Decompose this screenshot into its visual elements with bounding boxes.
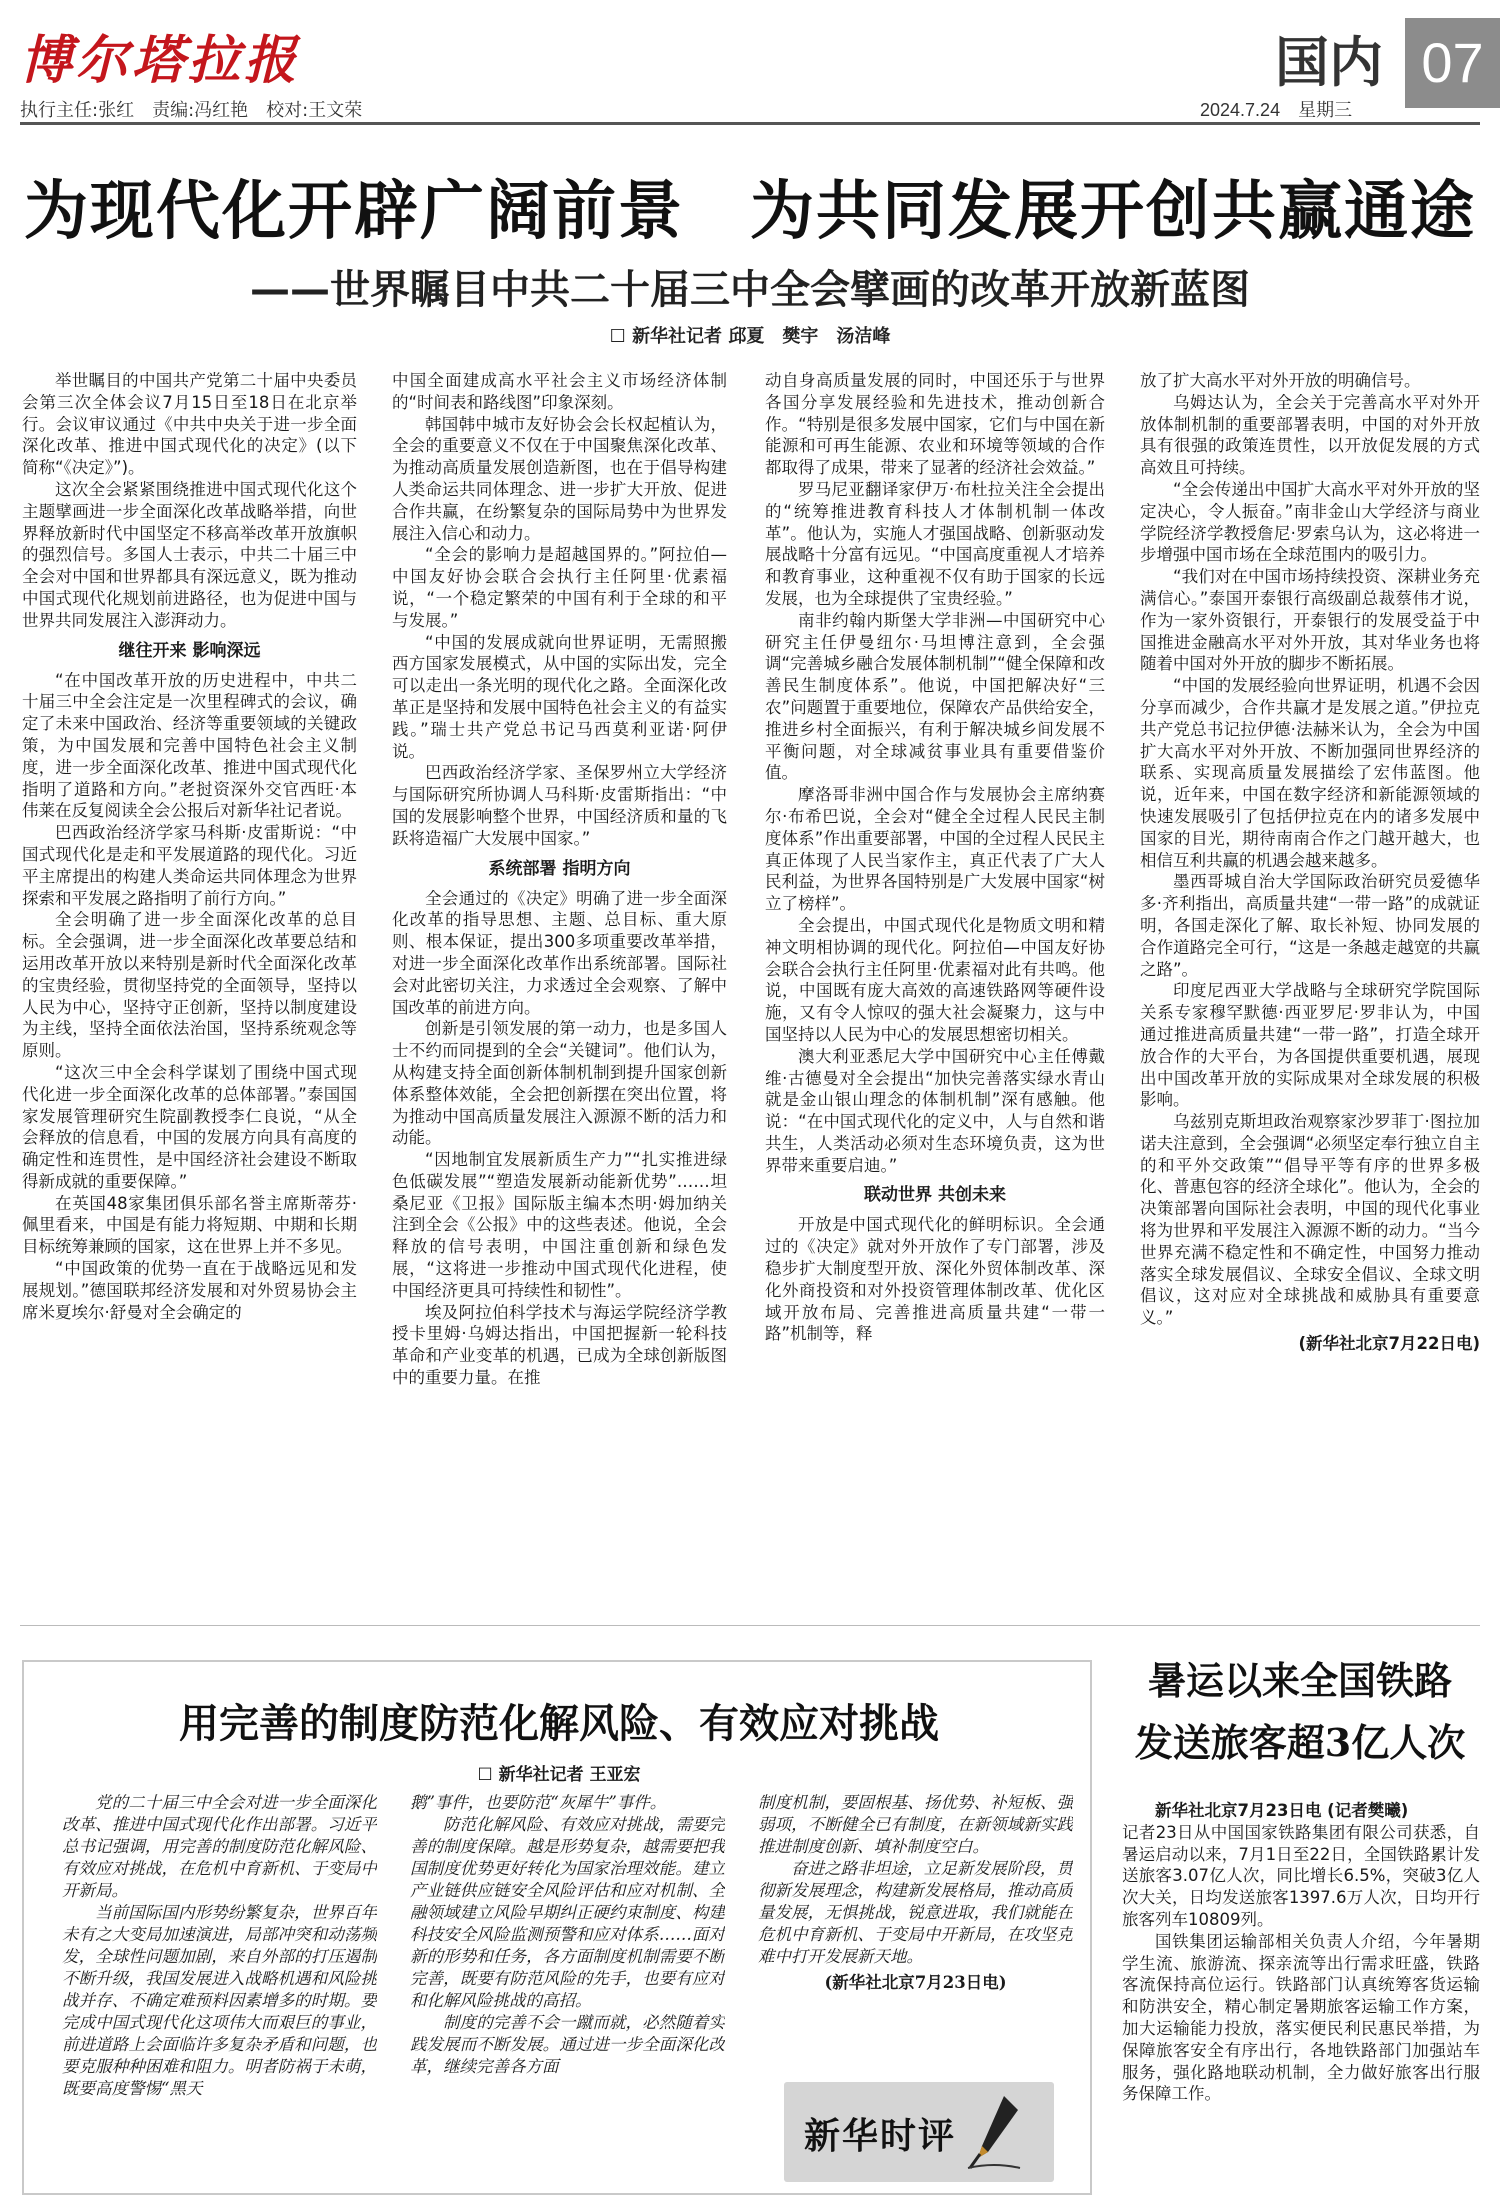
paragraph: 墨西哥城自治大学国际政治研究员爱德华多·齐利指出，高质量共建“一带一路”的成就证明，各国走深化了解、取长补短、协同发展的合作道路完全可行，“这是一条越走越宽的共赢之路”。	[1140, 872, 1480, 979]
byline-box-icon: ☐	[477, 1765, 499, 1785]
paragraph: 印度尼西亚大学战略与全球研究学院国际关系专家穆罕默德·西亚罗尼·罗非认为，中国通过推进高质量共建“一带一路”，打造全球开放合作的大平台，为各国提供重要机遇，展现出中国改革开放的实际成果对全球发展的积极影响。	[1140, 981, 1480, 1110]
paragraph: 埃及阿拉伯科学技术与海运学院经济学教授卡里姆·乌姆达指出，中国把握新一轮科技革命和产业变革的机遇，已成为全球创新版图中的重要力量。在推	[392, 1302, 727, 1388]
article-column-3	[765, 370, 1105, 1615]
rail-headline	[1120, 1650, 1480, 1774]
paragraph: 创新是引领发展的第一动力，也是多国人士不约而同提到的全会“关键词”。他们认为，从构建支持全面创新体制机制到提升国家创新体系整体效能，全会把创新摆在突出位置，将为推动中国高质量发展注入源源不断的活力和动能。	[392, 1019, 727, 1148]
paragraph: 放了扩大高水平对外开放的明确信号。	[1140, 371, 1421, 390]
commentary-dateline: (新华社北京7月23日电)	[824, 1973, 1007, 1992]
paragraph: 动自身高质量发展的同时，中国还乐于与世界各国分享发展经验和先进技术，推动创新合作。“特别是很多发展中国家，它们与中国在新能源和可再生能源、农业和环境等领域的合作都取得了成果，带来了显著的经济社会效益。”	[765, 371, 1105, 478]
newspaper-logo: 博尔塔拉报	[20, 30, 301, 91]
paragraph: 举世瞩目的中国共产党第二十届中央委员会第三次全体会议7月15日至18日在北京举行。会议审议通过《中共中央关于进一步全面深化改革、推进中国式现代化的决定》(以下简称“《决定》”)。	[22, 371, 357, 478]
page-number: 07	[1405, 18, 1500, 108]
commentary-title: 用完善的制度防范化解风险、有效应对挑战	[179, 1700, 939, 1747]
paragraph: 中国全面建成高水平社会主义市场经济体制的“时间表和路线图”印象深刻。	[392, 371, 727, 412]
paragraph: 全会通过的《决定》明确了进一步全面深化改革的指导思想、主题、总目标、重大原则、根本保证，提出300多项重要改革举措，对进一步全面深化改革作出系统部署。国际社会对此密切关注，力求透过全会观察、了解中国改革的前进方向。	[392, 888, 727, 1017]
paragraph: 国铁集团运输部相关负责人介绍，今年暑期学生流、旅游流、探亲流等出行需求旺盛，铁路客流保持高位运行。铁路部门认真统筹客货运输和防洪安全，精心制定暑期旅客运输工作方案，加大运输能力投放，落实便民利民惠民举措，为保障旅客安全有序出行，各地铁路部门加强站车服务，强化路地联动机制，全力做好旅客出行服务保障工作。	[1122, 1931, 1480, 2104]
paragraph: 奋进之路非坦途，立足新发展阶段，贯彻新发展理念，构建新发展格局，推动高质量发展，无惧挑战，锐意进取，我们就能在危机中育新机、于变局中开新局，在攻坚克难中打开发展新天地。	[758, 1859, 1073, 1966]
paragraph: 防范化解风险、有效应对挑战，需要完善的制度保障。越是形势复杂，越需要把我国制度优势更好转化为国家治理效能。建立产业链供应链安全风险评估和应对机制、全融领域建立风险早期纠正硬约束制度、构建科技安全风险监测预警和应对体系……面对新的形势和任务，各方面制度机制需要不断完善，既要有防范风险的先手，也要有应对和化解风险挑战的高招。	[410, 1815, 725, 2010]
paragraph: 澳大利亚悉尼大学中国研究中心主任傅戴维·古德曼对全会提出“加快完善落实绿水青山就是金山银山理念的体制机制”深有感触。他说：“在中国式现代化的定义中，人与自然和谐共生，人类活动必须对生态环境负责，这为世界带来重要启迪。”	[765, 1046, 1105, 1175]
rail-lead: 新华社北京7月23日电 (记者樊曦)	[1155, 1801, 1409, 1820]
section-heading: 继往开来 影响深远	[118, 640, 261, 661]
paragraph: “因地制宜发展新质生产力”“扎实推进绿色低碳发展”“塑造发展新动能新优势”……坦桑尼亚《卫报》国际版主编本杰明·姆加纳关注到全会《公报》中的这些表述。他说，全会释放的信号表明，中国注重创新和绿色发展，“这将进一步推动中国式现代化进程，使中国经济更具可持续性和韧性”。	[392, 1150, 727, 1300]
paragraph: “在中国改革开放的历史进程中，中共二十届三中全会注定是一次里程碑式的会议，确定了未来中国政治、经济等重要领域的关键政策，为中国发展和完善中国特色社会主义制度，进一步全面深化改革、推进中国式现代化指明了道路和方向。”老挝资深外交官西旺·本伟莱在反复阅读全会公报后对新华社记者说。	[22, 670, 357, 821]
paragraph: 制度的完善不会一蹴而就，必然随着实践发展而不断发展。通过进一步全面深化改革，继续完善各方面	[410, 2013, 725, 2076]
rail-article	[1122, 1800, 1480, 2195]
paragraph: 记者23日从中国国家铁路集团有限公司获悉，自暑运启动以来，7月1日至22日，全国铁路累计发送旅客3.07亿人次，同比增长6.5%，突破3亿人次大关，日均发送旅客1397.6万人次，日均开行旅客列车10809列。	[1122, 1822, 1480, 1929]
paragraph: 韩国韩中城市友好协会会长权起植认为，全会的重要意义不仅在于中国聚焦深化改革、为推动高质量发展创造新图，也在于倡导构建人类命运共同体理念、进一步扩大开放、促进合作共赢，在纷繁复杂的国际局势中为世界发展注入信心和动力。	[392, 414, 727, 543]
paragraph: “中国的发展经验向世界证明，机遇不会因分享而减少，合作共赢才是发展之道。”伊拉克共产党总书记拉伊德·法赫米认为，全会为中国扩大高水平对外开放、不断加强同世界经济的联系、实现高质量发展描绘了宏伟蓝图。他说，近年来，中国在数字经济和新能源领域的快速发展吸引了包括伊拉克在内的诸多发展中国家的目光，期待南南合作之门越开越大，也相信互利共赢的机遇会越来越多。	[1140, 676, 1480, 870]
paragraph: 南非约翰内斯堡大学非洲—中国研究中心研究主任伊曼纽尔·马坦博注意到，全会强调“完善城乡融合发展体制机制”“健全保障和改善民生制度体系”。他说，中国把解决好“三农”问题置于重要地位，保障农产品供给安全，推进乡村全面振兴，有利于解决城乡间发展不平衡问题，对全球减贫事业具有重要借鉴价值。	[765, 610, 1105, 783]
editor-credits: 执行主任:张红 责编:冯红艳 校对:王文荣	[20, 100, 363, 121]
paragraph: 这次全会紧紧围绕推进中国式现代化这个主题擘画进一步全面深化改革战略举措，向世界释放新时代中国坚定不移高举改革开放旗帜的强烈信号。多国人士表示，中共二十届三中全会对中国和世界都具有深远意义，既为推动中国式现代化规划前进路径，也为促进中国与世界共同发展注入澎湃动力。	[22, 479, 357, 630]
paragraph: 党的二十届三中全会对进一步全面深化改革、推进中国式现代化作出部署。习近平总书记强调，用完善的制度防范化解风险、有效应对挑战，在危机中育新机、于变局中开新局。	[62, 1793, 377, 1900]
paragraph: 乌姆达认为，全会关于完善高水平对外开放体制机制的重要部署表明，中国的对外开放具有很强的政策连贯性，以开放促发展的方式高效且可持续。	[1140, 392, 1480, 478]
xinhua-commentary-stamp	[784, 2082, 1054, 2182]
paragraph: 鹅”事件，也要防范“灰犀牛”事件。	[410, 1793, 667, 1812]
rail-headline-line2: 发送旅客超3亿人次	[1134, 1720, 1466, 1765]
paragraph: 乌兹别克斯坦政治观察家沙罗菲丁·图拉加诺夫注意到，全会强调“必须坚定奉行独立自主的和平外交政策”“倡导平等有序的世界多极化、普惠包容的经济全球化”。他认为，全会的决策部署向国际社会表明，中国的现代化事业将为世界和平发展注入源源不断的动力。“当今世界充满不稳定性和不确定性，中国努力推动落实全球发展倡议、全球安全倡议、全球文明倡议，这对应对全球挑战和威胁具有重要意义。”	[1140, 1112, 1480, 1328]
commentary-column-2	[410, 1792, 725, 2182]
paragraph: “我们对在中国市场持续投资、深耕业务充满信心。”泰国开泰银行高级副总裁蔡伟才说，作为一家外资银行，开泰银行的发展受益于中国推进金融高水平对外开放，其对华业务也将随着中国对外开放的脚步不断拓展。	[1140, 567, 1480, 674]
paragraph: 在英国48家集团俱乐部名誉主席斯蒂芬·佩里看来，中国是有能力将短期、中期和长期目标统筹兼顾的国家，这在世界上并不多见。	[22, 1193, 357, 1257]
paragraph: 巴西政治经济学家、圣保罗州立大学经济与国际研究所协调人马科斯·皮雷斯指出：“中国的发展影响整个世界，中国经济质和量的飞跃将造福广大发展中国家。”	[392, 763, 727, 848]
paragraph: 罗马尼亚翻译家伊万·布杜拉关注全会提出的“统筹推进教育科技人才体制机制一体改革”。他认为，实施人才强国战略、创新驱动发展战略十分富有远见。“中国高度重视人才培养和教育事业，这种重视不仅有助于国家的长远发展，也为全球提供了宝贵经验。”	[765, 479, 1105, 608]
main-headline: 为现代化开辟广阔前景 为共同发展开创共赢通途	[24, 174, 1476, 249]
article-column-1	[22, 370, 357, 1615]
section-label: 国内	[1275, 31, 1383, 94]
paragraph: 当前国际国内形势纷繁复杂，世界百年未有之大变局加速演进，局部冲突和动荡频发，全球性问题加剧，来自外部的打压遏制不断升级，我国发展进入战略机遇和风险挑战并存、不确定难预料因素增多的时期。要完成中国式现代化这项伟大而艰巨的事业，前进道路上会面临许多复杂矛盾和问题，也要克服种种困难和阻力。明者防祸于未萌，既要高度警惕“黑天	[62, 1903, 377, 2098]
paragraph: 开放是中国式现代化的鲜明标识。全会通过的《决定》就对外开放作了专门部署，涉及稳步扩大制度型开放、深化外贸体制改革、深化外商投资和对外投资管理体制改革、优化区域开放布局、完善推进高质量共建“一带一路”机制等，释	[765, 1215, 1105, 1344]
article-column-2	[392, 370, 727, 1615]
paragraph: 摩洛哥非洲中国合作与发展协会主席纳赛尔·布希巴说，全会对“健全全过程人民民主制度体系”作出重要部署，中国的全过程人民民主真正体现了人民当家作主，真正代表了广大人民利益，为世界各国特别是广大发展中国家“树立了榜样”。	[765, 785, 1105, 914]
article-dateline: (新华社北京7月22日电)	[1298, 1334, 1480, 1354]
commentary-column-3	[758, 1792, 1073, 2052]
commentary-box	[22, 1660, 1092, 2195]
masthead	[20, 18, 1484, 128]
article-column-4	[1140, 370, 1480, 1615]
paragraph: “这次三中全会科学谋划了围绕中国式现代化进一步全面深化改革的总体部署。”泰国国家发展管理研究生院副教授李仁良说，“从全会释放的信息看，中国的发展方向具有高度的确定性和连贯性，是中国经济社会建设不断取得新成就的重要保障。”	[22, 1062, 357, 1191]
commentary-byline	[24, 1760, 1094, 1785]
byline-box-icon: ☐	[609, 326, 633, 347]
paragraph: “全会的影响力是超越国界的。”阿拉伯—中国友好协会联合会执行主任阿里·优素福说，“一个稳定繁荣的中国有利于全球的和平与发展。”	[392, 545, 727, 630]
masthead-divider	[20, 122, 1480, 125]
paragraph: 巴西政治经济学家马科斯·皮雷斯说：“中国式现代化是走和平发展道路的现代化。习近平主席提出的构建人类命运共同体理念为世界探索和平发展之路指明了前行方向。”	[22, 823, 357, 908]
paragraph: 全会提出，中国式现代化是物质文明和精神文明相协调的现代化。阿拉伯—中国友好协会联合会执行主任阿里·优素福对此有共鸣。他说，中国既有庞大高效的高速铁路网等硬件设施，又有令人惊叹的强大社会凝聚力，这与中国坚持以人民为中心的发展思想密切相关。	[765, 915, 1105, 1044]
stamp-label: 新华时评	[804, 2116, 957, 2157]
byline-text: 新华社记者 邱夏 樊宇 汤洁峰	[632, 326, 891, 347]
paragraph: “中国的发展成就向世界证明，无需照搬西方国家发展模式，从中国的实际出发，完全可以走出一条光明的现代化之路。全面深化改革正是坚持和发展中国特色社会主义的有益实践。”瑞士共产党总书记马西莫利亚诺·阿伊说。	[392, 632, 727, 761]
section-divider	[20, 1625, 1480, 1626]
paragraph: “中国政策的优势一直在于战略远见和发展规划。”德国联邦经济发展和对外贸易协会主席米夏埃尔·舒曼对全会确定的	[22, 1259, 357, 1322]
section-heading: 联动世界 共创未来	[864, 1185, 1006, 1206]
paragraph: 制度机制，要固根基、扬优势、补短板、强弱项，不断健全已有制度，在新领域新实践推进制度创新、填补制度空白。	[758, 1793, 1073, 1856]
paragraph: “全会传递出中国扩大高水平对外开放的坚定决心，令人振奋。”南非金山大学经济与商业学院经济学教授詹尼·罗索乌认为，这必将进一步增强中国市场在全球范围内的吸引力。	[1140, 479, 1480, 565]
commentary-column-1	[62, 1792, 377, 2182]
rail-headline-line1: 暑运以来全国铁路	[1147, 1658, 1452, 1703]
issue-date: 2024.7.24 星期三	[1200, 100, 1353, 120]
fountain-pen-icon	[964, 2092, 1024, 2172]
byline-text: 新华社记者 王亚宏	[498, 1765, 641, 1785]
main-byline	[20, 322, 1480, 348]
main-subheadline: ——世界瞩目中共二十届三中全会擘画的改革开放新蓝图	[250, 267, 1250, 313]
section-heading: 系统部署 指明方向	[488, 858, 631, 879]
paragraph: 全会明确了进一步全面深化改革的总目标。全会强调，进一步全面深化改革要总结和运用改革开放以来特别是新时代全面深化改革的宝贵经验，贯彻坚持党的全面领导，坚持以人民为中心，坚持守正创新，坚持以制度建设为主线，坚持全面依法治国，坚持系统观念等原则。	[22, 910, 357, 1061]
